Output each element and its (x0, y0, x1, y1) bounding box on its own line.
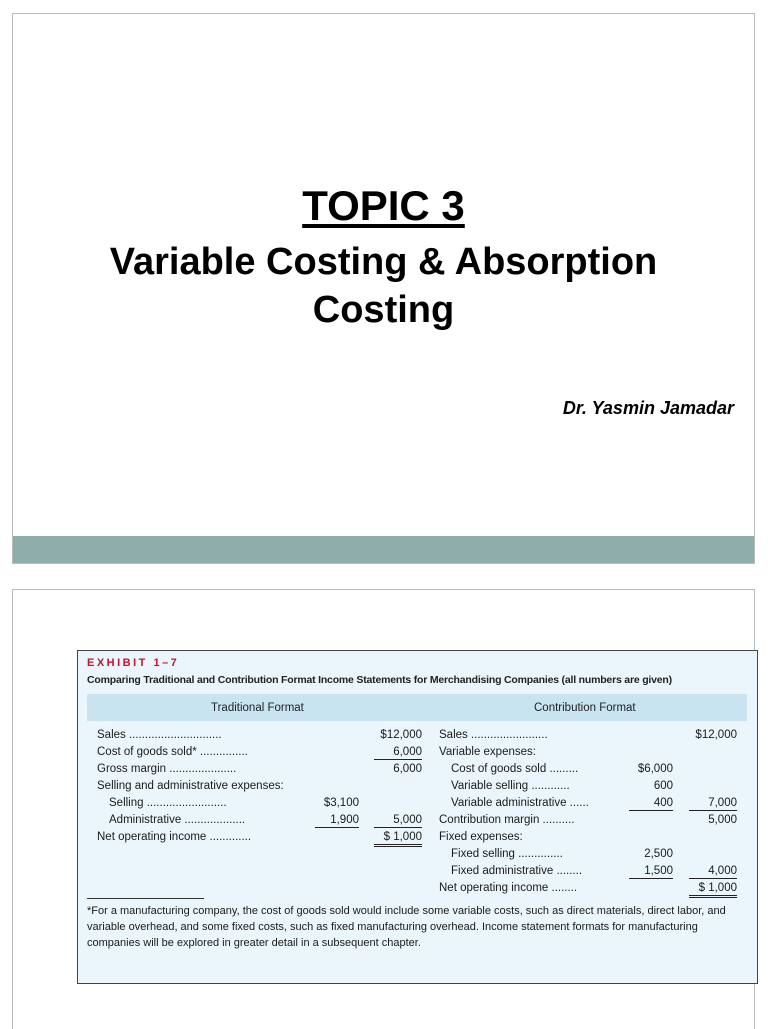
contrib-value-sales: $12,000 (695, 729, 737, 741)
trad-value-sales: $12,000 (380, 729, 422, 741)
exhibit-label: EXHIBIT 1–7 (87, 657, 180, 669)
trad-label-cogs: Cost of goods sold* ............... (97, 746, 248, 758)
trad-label-noi: Net operating income ............. (97, 831, 252, 843)
contrib-value-variable-selling: 600 (653, 780, 673, 792)
exhibit-footnote: *For a manufacturing company, the cost of goods sold would include some variable costs, such as direct materials, direct labor, and variable overhead, and some fixed costs, such as fixed manufacturing overhead. Income statement formats for manufacturing companies will be explored in greater detail in a subsequent chapter. (87, 905, 726, 949)
trad-label-administrative: Administrative ................... (109, 814, 246, 826)
contrib-label-noi: Net operating income ........ (439, 882, 578, 894)
exhibit-figure (77, 650, 758, 984)
title-slide (12, 13, 755, 564)
contrib-label-contribution-margin: Contribution margin .......... (439, 814, 575, 826)
contrib-value-total-fixed: 4,000 (689, 864, 737, 879)
contrib-label-variable-selling: Variable selling ............ (451, 780, 570, 792)
contrib-label-cogs: Cost of goods sold ......... (451, 763, 579, 775)
author-name: Dr. Yasmin Jamadar (562, 398, 734, 418)
contrib-value-fixed-admin: 1,500 (629, 864, 673, 879)
trad-label-selling: Selling ......................... (109, 797, 227, 809)
exhibit-title: Comparing Traditional and Contribution Format Income Statements for Merchandising Companies (all numbers are given) (87, 674, 672, 686)
contrib-value-total-variable: 7,000 (689, 796, 737, 811)
trad-value-selling: $3,100 (323, 797, 359, 809)
contrib-label-variable-admin: Variable administrative ...... (451, 797, 589, 809)
contrib-label-fixed-selling: Fixed selling .............. (451, 848, 563, 860)
subtitle-line-1: Variable Costing & Absorption (109, 241, 658, 283)
contrib-value-cogs: $6,000 (637, 763, 673, 775)
subtitle-line-2: Costing (312, 289, 455, 331)
contrib-value-variable-admin: 400 (629, 796, 673, 811)
trad-value-administrative: 1,900 (315, 813, 359, 828)
contrib-label-fixed-admin: Fixed administrative ........ (451, 865, 583, 877)
traditional-format-header: Traditional Format (211, 702, 304, 714)
trad-value-noi: $ 1,000 (374, 830, 422, 847)
contrib-label-fixed-expenses: Fixed expenses: (439, 831, 523, 843)
trad-value-total-sga: 5,000 (374, 813, 422, 828)
trad-label-gross-margin: Gross margin ..................... (97, 763, 237, 775)
contrib-label-sales: Sales ........................ (439, 729, 548, 741)
contrib-value-fixed-selling: 2,500 (644, 848, 673, 860)
topic-heading: TOPIC 3 (302, 182, 465, 229)
contrib-value-contribution-margin: 5,000 (708, 814, 737, 826)
column-header-bar (87, 694, 747, 721)
trad-label-sales: Sales ............................. (97, 729, 222, 741)
trad-value-gross-margin: 6,000 (393, 763, 422, 775)
contrib-value-noi: $ 1,000 (689, 881, 737, 898)
contribution-format-header: Contribution Format (534, 702, 636, 714)
slide-footer-bar (13, 536, 754, 563)
contrib-label-variable-expenses: Variable expenses: (439, 746, 536, 758)
trad-label-sga: Selling and administrative expenses: (97, 780, 284, 792)
slide-subtitle (33, 238, 734, 334)
trad-value-cogs: 6,000 (374, 745, 422, 760)
footnote-divider (87, 898, 204, 899)
